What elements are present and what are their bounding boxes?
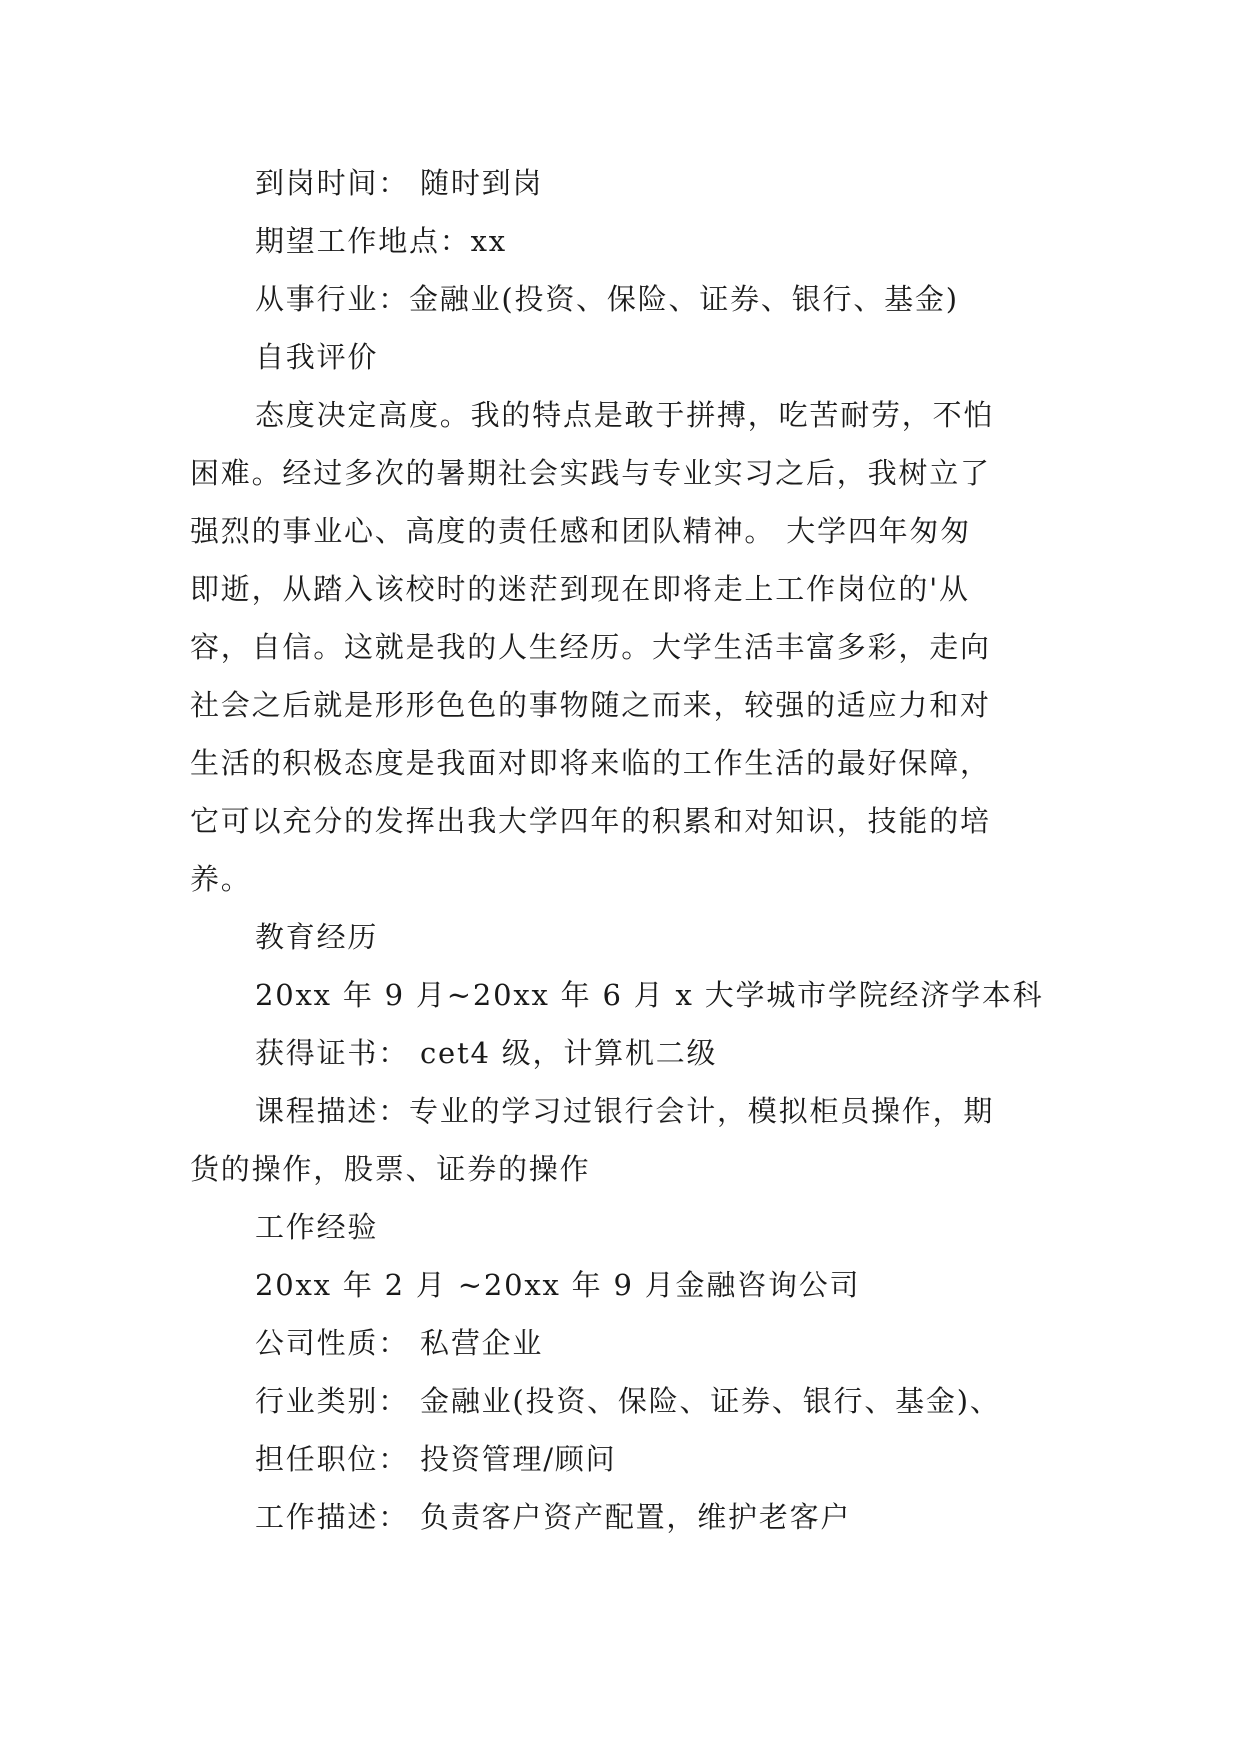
work-entry: 20xx 年 2 月 ~20xx 年 9 月金融咨询公司	[255, 1268, 861, 1302]
education-heading: 教育经历	[255, 920, 379, 954]
self-evaluation-text: 即逝，从踏入该校时的迷茫到现在即将走上工作岗位的'从	[190, 572, 970, 606]
self-evaluation-text: 养。	[190, 862, 252, 896]
job-description-line: 工作描述： 负责客户资产配置，维护老客户	[255, 1500, 852, 1534]
self-evaluation-text: 强烈的事业心、高度的责任感和团队精神。 大学四年匆匆	[190, 514, 972, 548]
industry-line: 从事行业：金融业(投资、保险、证券、银行、基金)	[255, 282, 959, 316]
self-evaluation-text: 态度决定高度。我的特点是敢于拼搏，吃苦耐劳，不怕	[255, 398, 995, 432]
company-type-line: 公司性质： 私营企业	[255, 1326, 544, 1360]
education-entry: 20xx 年 9 月~20xx 年 6 月 x 大学城市学院经济学本科	[255, 978, 1044, 1012]
self-evaluation-text: 生活的积极态度是我面对即将来临的工作生活的最好保障，	[190, 746, 991, 780]
course-description-line: 课程描述：专业的学习过银行会计，模拟柜员操作，期	[255, 1094, 995, 1128]
arrival-time-line: 到岗时间： 随时到岗	[255, 166, 544, 200]
course-description-line: 货的操作，股票、证券的操作	[190, 1152, 591, 1186]
self-evaluation-text: 容，自信。这就是我的人生经历。大学生活丰富多彩，走向	[190, 630, 991, 664]
position-line: 担任职位： 投资管理/顾问	[255, 1442, 617, 1476]
expected-location-line: 期望工作地点：xx	[255, 224, 507, 258]
self-evaluation-text: 困难。经过多次的暑期社会实践与专业实习之后，我树立了	[190, 456, 991, 490]
self-evaluation-text: 它可以充分的发挥出我大学四年的积累和对知识，技能的培	[190, 804, 991, 838]
self-evaluation-text: 社会之后就是形形色色的事物随之而来，较强的适应力和对	[190, 688, 991, 722]
industry-category-line: 行业类别： 金融业(投资、保险、证券、银行、基金)、	[255, 1384, 1001, 1418]
certificates-line: 获得证书： cet4 级，计算机二级	[255, 1036, 718, 1070]
work-experience-heading: 工作经验	[255, 1210, 379, 1244]
self-evaluation-heading: 自我评价	[255, 340, 379, 374]
